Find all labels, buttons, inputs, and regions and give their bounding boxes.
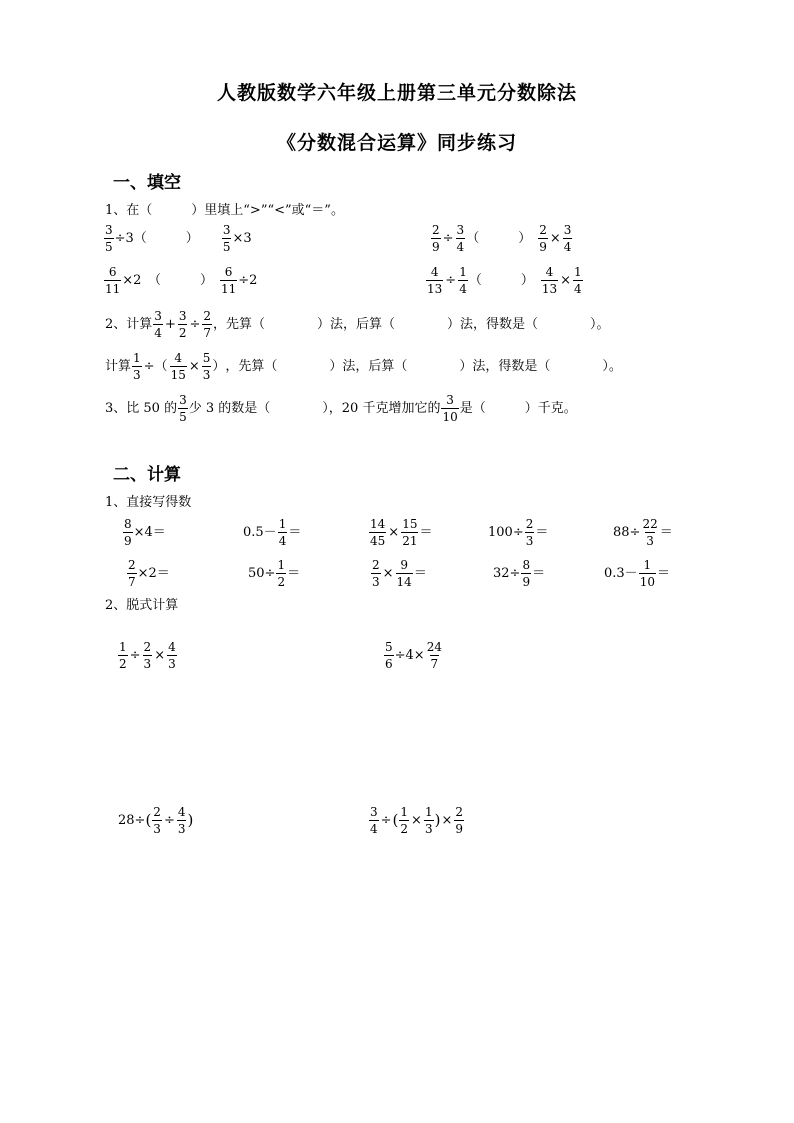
expr-pre: 0.3－ bbox=[604, 566, 638, 581]
direct-item bbox=[613, 518, 673, 547]
fraction bbox=[521, 559, 531, 588]
expr-pre: 50÷ bbox=[248, 566, 276, 581]
fraction bbox=[399, 806, 409, 835]
paren: ( bbox=[392, 811, 399, 829]
denominator: 4 bbox=[574, 282, 582, 296]
direct-item bbox=[122, 518, 166, 547]
numerator: 8 bbox=[124, 517, 132, 531]
expr-pre: 100÷ bbox=[488, 525, 524, 540]
numerator: 1 bbox=[133, 351, 141, 365]
operator: × bbox=[411, 813, 422, 828]
numerator: 2 bbox=[455, 805, 463, 819]
numerator: 3 bbox=[446, 393, 454, 407]
denominator: 11 bbox=[105, 282, 121, 296]
numerator: 1 bbox=[424, 805, 433, 819]
numerator: 2 bbox=[525, 517, 534, 531]
numerator: 2 bbox=[143, 640, 152, 654]
numerator: 3 bbox=[370, 805, 378, 819]
fraction bbox=[143, 641, 153, 670]
numerator: 2 bbox=[203, 309, 212, 323]
question-text: 在（ ）里填上“>”“<”或“＝”。 bbox=[126, 203, 344, 218]
numerator: 2 bbox=[539, 223, 547, 237]
expr-rest: ÷3（ ） bbox=[114, 231, 199, 246]
compare-right-expr bbox=[425, 266, 584, 295]
denominator: 2 bbox=[400, 822, 409, 836]
direct-item bbox=[493, 559, 545, 588]
question-3 bbox=[105, 394, 577, 423]
expr-rest: ＝ bbox=[419, 525, 433, 540]
question-label: 1、 bbox=[105, 203, 127, 218]
fraction bbox=[441, 394, 458, 423]
fraction bbox=[276, 559, 286, 588]
question-1-instruction bbox=[105, 201, 344, 221]
denominator: 2 bbox=[119, 657, 127, 671]
operator: × bbox=[188, 359, 200, 374]
numerator: 9 bbox=[400, 558, 408, 572]
denominator: 13 bbox=[427, 282, 443, 296]
stepwise-problem-2 bbox=[383, 641, 444, 670]
fraction bbox=[456, 224, 466, 253]
fraction bbox=[202, 310, 212, 339]
numerator: 1 bbox=[400, 805, 409, 819]
denominator: 3 bbox=[143, 657, 152, 671]
denominator: 9 bbox=[432, 240, 440, 254]
stepwise-problem-4 bbox=[368, 806, 465, 835]
numerator: 1 bbox=[459, 265, 467, 279]
numerator: 2 bbox=[372, 558, 380, 572]
direct-item bbox=[243, 518, 301, 547]
denominator: 10 bbox=[639, 575, 655, 589]
operator: × bbox=[388, 525, 400, 540]
expr-rest: ×3 bbox=[232, 231, 252, 246]
fraction bbox=[384, 641, 394, 670]
denominator: 7 bbox=[203, 326, 212, 340]
fraction bbox=[104, 266, 121, 295]
question-text: 是（ ）千克。 bbox=[459, 401, 577, 416]
expr-rest: ＝ bbox=[532, 566, 546, 581]
stepwise-problem-3 bbox=[118, 806, 193, 835]
denominator: 2 bbox=[277, 575, 286, 589]
operator: ÷ bbox=[380, 813, 392, 828]
numerator: 1 bbox=[278, 517, 287, 531]
numerator: 3 bbox=[179, 393, 187, 407]
numerator: 6 bbox=[108, 265, 117, 279]
operator: × bbox=[382, 566, 394, 581]
expr-pre: 88÷ bbox=[613, 525, 641, 540]
fraction bbox=[278, 518, 288, 547]
numerator: 15 bbox=[402, 517, 418, 531]
page-subtitle: 《分数混合运算》同步练习 bbox=[276, 132, 517, 154]
section-heading-calc: 二、计算 bbox=[113, 465, 181, 485]
fraction bbox=[424, 806, 434, 835]
denominator: 3 bbox=[646, 534, 654, 548]
numerator: 3 bbox=[178, 309, 187, 323]
section-heading-fill: 一、填空 bbox=[113, 173, 181, 193]
fraction bbox=[431, 224, 441, 253]
compare-right-expr bbox=[430, 224, 573, 253]
expr-rest: ÷2 bbox=[238, 273, 258, 288]
fraction bbox=[127, 559, 137, 588]
denominator: 3 bbox=[177, 822, 186, 836]
numerator: 14 bbox=[370, 517, 386, 531]
expr-rest: ＝ bbox=[535, 525, 549, 540]
page-title: 人教版数学六年级上册第三单元分数除法 bbox=[216, 82, 577, 104]
denominator: 5 bbox=[222, 240, 231, 254]
fraction bbox=[222, 224, 232, 253]
denominator: 7 bbox=[128, 575, 136, 589]
denominator: 5 bbox=[105, 240, 113, 254]
operator: ÷（ bbox=[143, 359, 168, 374]
question-text: 计算 bbox=[126, 317, 153, 332]
fraction bbox=[170, 352, 187, 381]
direct-item bbox=[370, 559, 427, 588]
question-text: 比 50 的 bbox=[126, 401, 178, 416]
denominator: 3 bbox=[133, 368, 141, 382]
numerator: 8 bbox=[522, 558, 531, 572]
numerator: 1 bbox=[643, 558, 652, 572]
direct-item bbox=[604, 559, 670, 588]
question-2-line-1 bbox=[105, 310, 610, 339]
fraction bbox=[123, 518, 133, 547]
numerator: 22 bbox=[642, 517, 658, 531]
denominator: 11 bbox=[220, 282, 237, 296]
stepwise-problem-1 bbox=[117, 641, 178, 670]
expr-pre: 32÷ bbox=[493, 566, 521, 581]
expr-rest: ＝ bbox=[659, 525, 673, 540]
denominator: 15 bbox=[170, 368, 186, 382]
numerator: 5 bbox=[385, 640, 393, 654]
fraction bbox=[396, 559, 413, 588]
denominator: 45 bbox=[370, 534, 386, 548]
denominator: 4 bbox=[459, 282, 467, 296]
denominator: 4 bbox=[456, 240, 465, 254]
expr-rest: ×4＝ bbox=[133, 525, 166, 540]
denominator: 4 bbox=[370, 822, 378, 836]
fraction bbox=[177, 806, 187, 835]
fraction bbox=[641, 518, 658, 547]
fraction bbox=[401, 518, 418, 547]
operator: × bbox=[154, 648, 166, 663]
fraction bbox=[152, 806, 162, 835]
denominator: 3 bbox=[525, 534, 534, 548]
numerator: 24 bbox=[426, 640, 442, 654]
fraction bbox=[178, 310, 188, 339]
numerator: 3 bbox=[456, 223, 465, 237]
paren: ( bbox=[145, 811, 152, 829]
denominator: 7 bbox=[430, 657, 439, 671]
answer-blank[interactable]: （ ） bbox=[466, 231, 532, 246]
fraction bbox=[371, 559, 381, 588]
denominator: 4 bbox=[154, 326, 162, 340]
fraction bbox=[369, 518, 386, 547]
operator: × bbox=[441, 813, 453, 828]
compare-left-expr bbox=[103, 224, 252, 253]
question-label: 2、 bbox=[105, 317, 127, 332]
operator: ÷ bbox=[442, 231, 454, 246]
numerator: 1 bbox=[277, 558, 286, 572]
denominator: 9 bbox=[124, 534, 132, 548]
denominator: 3 bbox=[202, 368, 211, 382]
question-text: ，先算（ ）法，后算（ ）法，得数是（ ）。 bbox=[225, 359, 622, 374]
numerator: 3 bbox=[105, 223, 113, 237]
denominator: 6 bbox=[385, 657, 393, 671]
expr-rest: ＝ bbox=[288, 525, 302, 540]
expr-pre: 28÷ bbox=[118, 813, 146, 828]
answer-blank[interactable]: （ ） bbox=[468, 273, 534, 288]
numerator: 2 bbox=[128, 558, 136, 572]
fraction bbox=[426, 266, 443, 295]
fraction bbox=[426, 641, 443, 670]
compare-left-expr bbox=[103, 266, 257, 295]
fraction bbox=[167, 641, 177, 670]
numerator: 4 bbox=[168, 640, 176, 654]
numerator: 5 bbox=[202, 351, 211, 365]
fraction bbox=[541, 266, 558, 295]
denominator: 3 bbox=[372, 575, 380, 589]
fraction bbox=[525, 518, 535, 547]
numerator: 6 bbox=[224, 265, 233, 279]
denominator: 2 bbox=[178, 326, 187, 340]
fraction bbox=[573, 266, 583, 295]
denominator: 3 bbox=[168, 657, 176, 671]
operator: ÷ bbox=[129, 648, 141, 663]
numerator: 2 bbox=[153, 805, 161, 819]
denominator: 4 bbox=[563, 240, 572, 254]
denominator: 9 bbox=[539, 240, 547, 254]
subsection-stepwise: 2、脱式计算 bbox=[105, 598, 179, 613]
operator: ÷4× bbox=[394, 648, 425, 663]
direct-item bbox=[248, 559, 300, 588]
expr-rest: ＝ bbox=[656, 566, 670, 581]
denominator: 3 bbox=[424, 822, 433, 836]
fraction bbox=[132, 352, 142, 381]
operator: × bbox=[549, 231, 561, 246]
numerator: 2 bbox=[432, 223, 440, 237]
direct-item bbox=[488, 518, 548, 547]
operator: × bbox=[560, 273, 572, 288]
numerator: 1 bbox=[574, 265, 582, 279]
fraction bbox=[369, 806, 379, 835]
paren: ) bbox=[434, 811, 441, 829]
operator: ÷ bbox=[163, 813, 175, 828]
expr-rest: ＝ bbox=[413, 566, 427, 581]
fraction bbox=[118, 641, 128, 670]
numerator: 3 bbox=[563, 223, 572, 237]
question-2-line-2 bbox=[105, 352, 622, 381]
denominator: 10 bbox=[442, 410, 458, 424]
direct-item bbox=[126, 559, 170, 588]
fraction bbox=[104, 224, 114, 253]
numerator: 3 bbox=[222, 223, 231, 237]
fraction bbox=[458, 266, 468, 295]
paren: ) bbox=[187, 811, 194, 829]
fraction bbox=[563, 224, 573, 253]
fraction bbox=[639, 559, 656, 588]
numerator: 4 bbox=[430, 265, 439, 279]
fraction bbox=[153, 310, 163, 339]
expr-pre: 0.5－ bbox=[243, 525, 277, 540]
denominator: 9 bbox=[522, 575, 531, 589]
numerator: 4 bbox=[174, 351, 183, 365]
denominator: 9 bbox=[455, 822, 463, 836]
numerator: 4 bbox=[545, 265, 554, 279]
question-label: 3、 bbox=[105, 401, 127, 416]
numerator: 3 bbox=[154, 309, 162, 323]
denominator: 5 bbox=[179, 410, 187, 424]
question-text: ，先算（ ）法，后算（ ）法，得数是（ ）。 bbox=[213, 317, 610, 332]
subsection-direct: 1、直接写得数 bbox=[105, 495, 192, 510]
denominator: 14 bbox=[396, 575, 412, 589]
fraction bbox=[538, 224, 548, 253]
numerator: 1 bbox=[119, 640, 127, 654]
denominator: 21 bbox=[402, 534, 418, 548]
expr-rest: ＝ bbox=[287, 566, 301, 581]
fraction bbox=[202, 352, 212, 381]
question-text: 计算 bbox=[105, 359, 132, 374]
question-text: 少 3 的数是（ ），20 千克增加它的 bbox=[188, 401, 441, 416]
denominator: 3 bbox=[153, 822, 161, 836]
expr-rest: ×2＝ bbox=[137, 566, 170, 581]
denominator: 4 bbox=[278, 534, 287, 548]
fraction bbox=[454, 806, 464, 835]
operator: + bbox=[164, 317, 176, 332]
numerator: 4 bbox=[177, 805, 186, 819]
operator: ÷ bbox=[445, 273, 457, 288]
operator: ） bbox=[212, 359, 226, 374]
expr-rest: ×2 （ ） bbox=[122, 273, 213, 288]
direct-item bbox=[368, 518, 432, 547]
fraction bbox=[178, 394, 188, 423]
denominator: 13 bbox=[541, 282, 558, 296]
operator: ÷ bbox=[189, 317, 201, 332]
fraction bbox=[220, 266, 237, 295]
